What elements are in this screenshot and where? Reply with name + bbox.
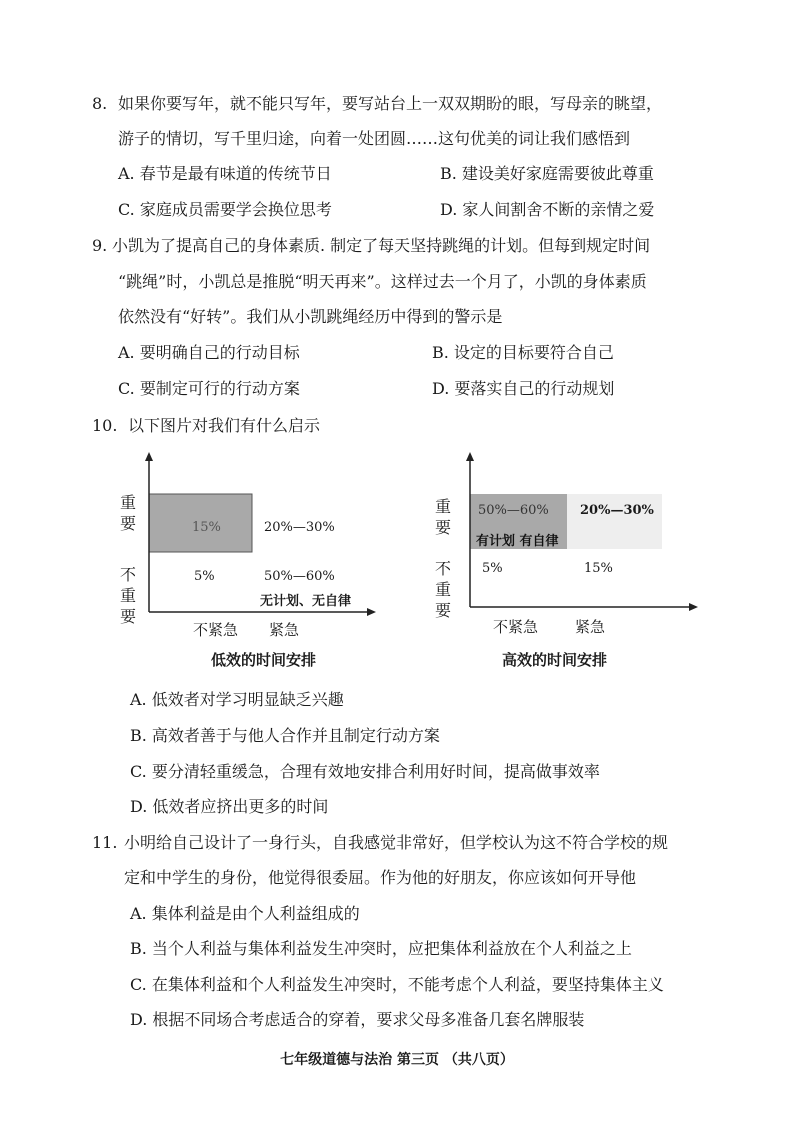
q8-option-b: B. 建设美好家庭需要彼此尊重 [440,164,654,183]
q11-number: 11. [92,833,118,852]
high-chart-x-arrow [689,603,698,611]
q9-option-a: A. 要明确自己的行动目标 [118,343,300,362]
low-chart-y-label-important: 重 要 [119,493,136,533]
low-chart-x-arrow [367,608,376,616]
low-chart-x-label-urgent: 紧急 [269,621,300,639]
q8-text-line1: 如果你要写年，就不能只写年，要写站台上一双双期盼的眼，写母亲的眺望， [118,94,663,113]
low-efficiency-chart [118,452,378,639]
low-efficiency-chart-title: 低效的时间安排 [211,651,317,669]
high-efficiency-chart-title: 高效的时间安排 [502,651,608,669]
q8-option-a: A. 春节是最有味道的传统节日 [118,164,332,183]
q11-option-b: B. 当个人利益与集体利益发生冲突时，应把集体利益放在个人利益之上 [130,939,632,958]
high-efficiency-chart [432,452,702,636]
q9-option-d: D. 要落实自己的行动规划 [432,379,615,398]
q11-text-line1: 小明给自己设计了一身行头，自我感觉非常好，但学校认为这不符合学校的规 [124,833,669,852]
low-chart-y-label-unimportant: 不 重 要 [119,565,136,626]
q10-option-a: A. 低效者对学习明显缺乏兴趣 [130,690,344,709]
low-chart-annotation: 无计划、无自律 [260,594,352,609]
high-chart-y-label-unimportant: 不 重 要 [434,559,451,620]
q8-option-d: D. 家人间割舍不断的亲情之爱 [440,200,655,219]
high-chart-annotation: 有计划 有自律 [476,534,559,549]
q11-option-c: C. 在集体利益和个人利益发生冲突时，不能考虑个人利益，要坚持集体主义 [130,975,664,994]
q8-text-line2: 游子的情切，写千里归途，向着一处团圆……这句优美的词让我们感悟到 [118,129,631,148]
high-chart-cell-important-urgent: 20%—30% [580,503,654,518]
q9-option-b: B. 设定的目标要符合自己 [432,343,614,362]
high-chart-y-arrow [466,452,474,461]
q9-option-c: C. 要制定可行的行动方案 [118,379,300,398]
q10-text-line1: 以下图片对我们有什么启示 [128,416,321,435]
low-chart-x-label-not-urgent: 不紧急 [193,621,239,639]
low-chart-y-arrow [145,452,153,461]
low-chart-cell-unimportant-urgent: 50%—60% [264,569,335,584]
q9-text-line1: 小凯为了提高自己的身体素质. 制定了每天坚持跳绳的计划。但每到规定时间 [112,236,651,255]
q9-number: 9. [92,236,108,255]
q9-text-line2: “跳绳”时，小凯总是推脱“明天再来”。这样过去一个月了，小凯的身体素质 [118,272,647,291]
high-efficiency-chart-svg [432,452,702,632]
high-chart-cell-important-not-urgent: 50%—60% [478,503,549,518]
high-chart-y-label-important: 重 要 [434,497,451,537]
q9-text-line3: 依然没有“好转”。我们从小凯跳绳经历中得到的警示是 [118,307,503,326]
high-chart-cell-unimportant-urgent: 15% [584,561,613,576]
q11-option-d: D. 根据不同场合考虑适合的穿着，要求父母多准备几套名牌服装 [130,1010,585,1029]
q10-option-c: C. 要分清轻重缓急，合理有效地安排合利用好时间，提高做事效率 [130,762,600,781]
low-chart-cell-important-urgent: 20%—30% [264,520,335,535]
q11-option-a: A. 集体利益是由个人利益组成的 [130,904,360,923]
q10-option-d: D. 低效者应挤出更多的时间 [130,797,329,816]
high-chart-cell-unimportant-not-urgent: 5% [482,561,503,576]
high-chart-x-label-urgent: 紧急 [575,618,606,636]
q10-option-b: B. 高效者善于与他人合作并且制定行动方案 [130,726,440,745]
q10-number: 10. [92,416,118,435]
low-chart-cell-unimportant-not-urgent: 5% [194,569,215,584]
q8-option-c: C. 家庭成员需要学会换位思考 [118,200,332,219]
q11-text-line2: 定和中学生的身份，他觉得很委屈。作为他的好朋友，你应该如何开导他 [124,868,637,887]
page-footer: 七年级道德与法治 第三页 （共八页） [280,1052,514,1068]
low-chart-cell-important-not-urgent: 15% [192,520,221,535]
high-chart-x-label-not-urgent: 不紧急 [493,618,539,636]
q8-number: 8. [92,94,108,113]
